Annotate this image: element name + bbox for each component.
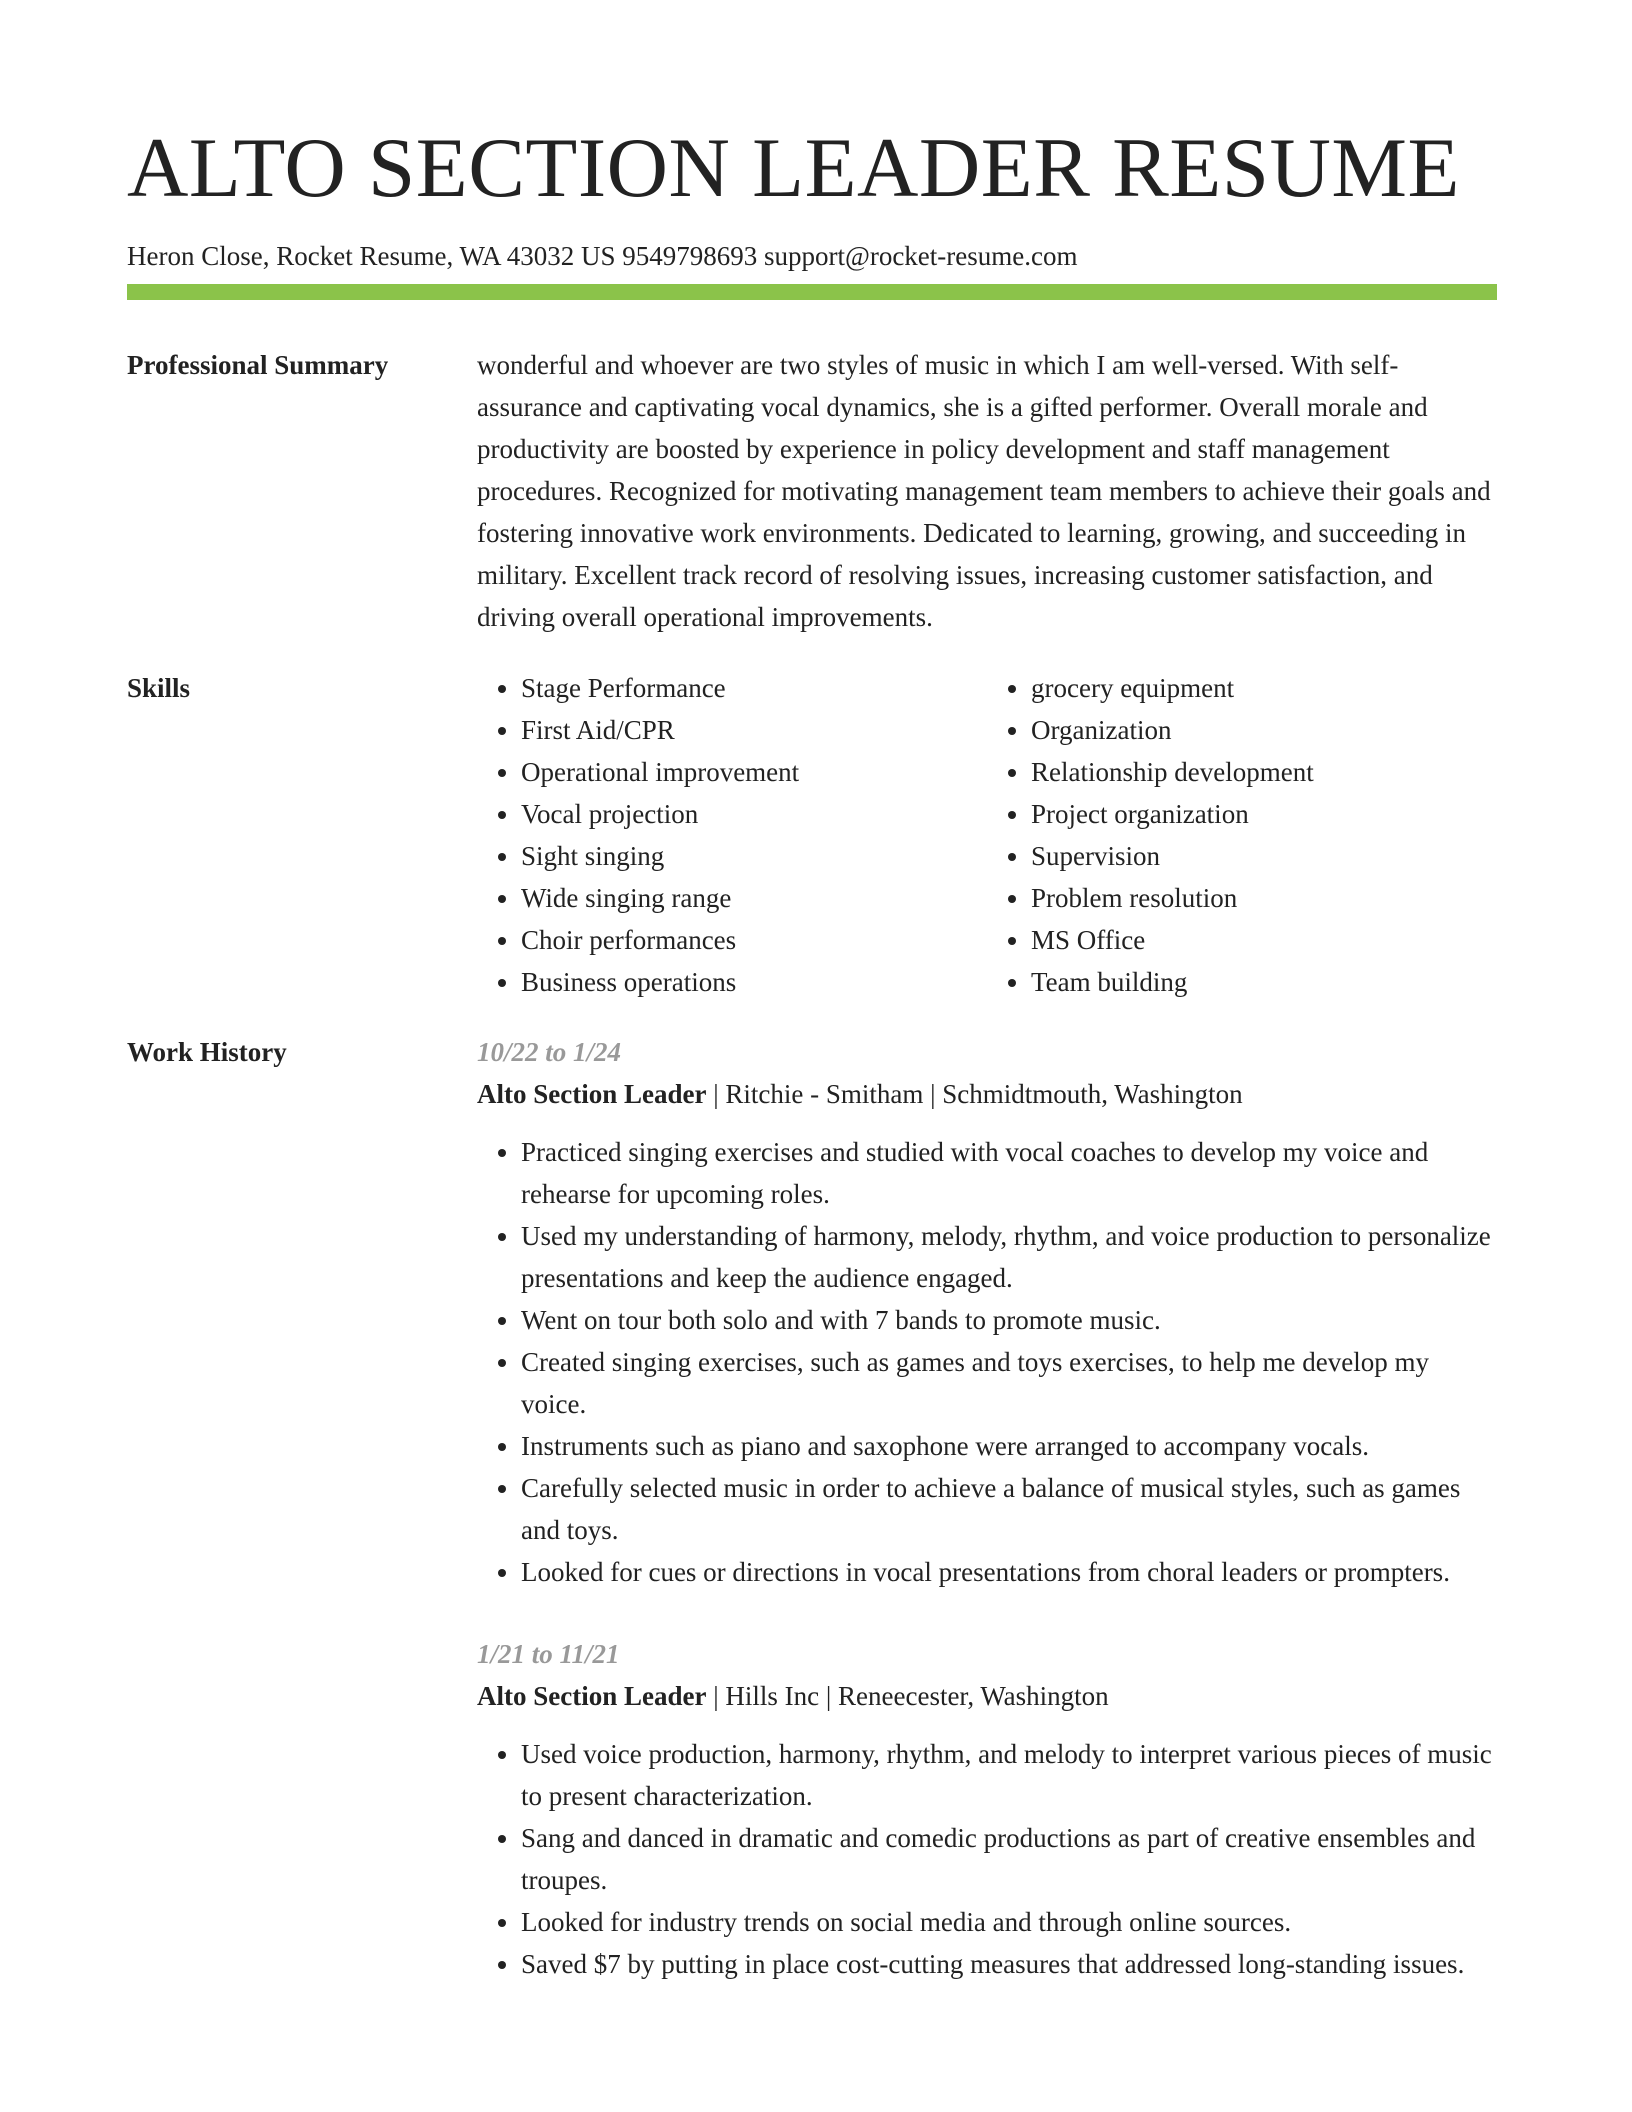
work-history-section [127, 1031, 1497, 2101]
skill-item: • First Aid/CPR [521, 709, 987, 751]
job-bullet: • Carefully selected music in order to achieve a balance of musical styles, such as games and toys. [521, 1467, 1497, 1551]
summary-text: wonderful and whoever are two styles of music in which I am well-versed. With self-assurance and captivating vocal dynamics, she is a gifted performer. Overall morale and productivity are boosted by experience in policy development and staff management procedures. Recognized for motivating management team members to achieve their goals and fostering innovative work environments. Dedicated to learning, growing, and succeeding in military. Excellent track record of resolving issues, increasing customer satisfaction, and driving overall operational improvements. [477, 350, 1491, 632]
work-history-heading: Work History [127, 1037, 287, 1067]
skills-list-right [987, 667, 1497, 1003]
job-bullet: • Saved $7 by putting in place cost-cutting measures that addressed long-standing issues. [521, 1943, 1497, 1985]
summary-body [477, 344, 1497, 638]
job-bullet: • Went on tour both solo and with 7 bands to promote music. [521, 1299, 1497, 1341]
job-bullet-list [477, 1733, 1497, 1985]
skill-item: • Operational improvement [521, 751, 987, 793]
job-title-line [477, 1073, 1497, 1115]
job-bullet: • Looked for industry trends on social media and through online sources. [521, 1901, 1497, 1943]
job-title: Alto Section Leader [477, 1079, 707, 1109]
resume-header [127, 118, 1497, 272]
job-dates: 1/21 to 11/21 [477, 1639, 620, 1669]
skill-item: • Problem resolution [1031, 877, 1497, 919]
job-bullet: • Sang and danced in dramatic and comedic productions as part of creative ensembles and troupes. [521, 1817, 1497, 1901]
job-entry [477, 1031, 1497, 1593]
skill-item: • Choir performances [521, 919, 987, 961]
skill-item: • Sight singing [521, 835, 987, 877]
skill-item: • Wide singing range [521, 877, 987, 919]
skill-item: • Vocal projection [521, 793, 987, 835]
contact-line: Heron Close, Rocket Resume, WA 43032 US 9549798693 support@rocket-resume.com [127, 241, 1078, 271]
job-bullet: • Looked for cues or directions in vocal presentations from choral leaders or prompters. [521, 1551, 1497, 1593]
skills-columns [477, 667, 1497, 1003]
summary-section [127, 344, 1497, 644]
job-bullet: • Practiced singing exercises and studied with vocal coaches to develop my voice and rehearse for upcoming roles. [521, 1131, 1497, 1215]
job-bullet-list [477, 1131, 1497, 1593]
job-bullet: • Used voice production, harmony, rhythm, and melody to interpret various pieces of music to present characterization. [521, 1733, 1497, 1817]
job-dates: 10/22 to 1/24 [477, 1037, 622, 1067]
skills-heading: Skills [127, 673, 191, 703]
skill-item: • Business operations [521, 961, 987, 1003]
job-bullet: • Created singing exercises, such as games and toys exercises, to help me develop my voice. [521, 1341, 1497, 1425]
skill-item: • Project organization [1031, 793, 1497, 835]
job-entry [477, 1633, 1497, 1985]
work-history-body [477, 1031, 1497, 2025]
skill-item: • Relationship development [1031, 751, 1497, 793]
job-title: Alto Section Leader [477, 1681, 707, 1711]
resume-title: ALTO SECTION LEADER RESUME [127, 121, 1460, 215]
skill-item: • grocery equipment [1031, 667, 1497, 709]
skill-item: • Supervision [1031, 835, 1497, 877]
skill-item: • MS Office [1031, 919, 1497, 961]
accent-divider [127, 284, 1497, 300]
job-details: | Hills Inc | Reneecester, Washington [706, 1681, 1109, 1711]
summary-heading: Professional Summary [127, 350, 389, 380]
skill-item: • Organization [1031, 709, 1497, 751]
job-details: | Ritchie - Smitham | Schmidtmouth, Washington [706, 1079, 1243, 1109]
skill-item: • Team building [1031, 961, 1497, 1003]
job-bullet: • Used my understanding of harmony, melody, rhythm, and voice production to personalize presentations and keep the audience engaged. [521, 1215, 1497, 1299]
skills-section [127, 667, 1497, 1007]
skills-list-left [477, 667, 987, 1003]
job-title-line [477, 1675, 1497, 1717]
job-bullet: • Instruments such as piano and saxophone were arranged to accompany vocals. [521, 1425, 1497, 1467]
skill-item: • Stage Performance [521, 667, 987, 709]
skills-body [477, 667, 1497, 1003]
